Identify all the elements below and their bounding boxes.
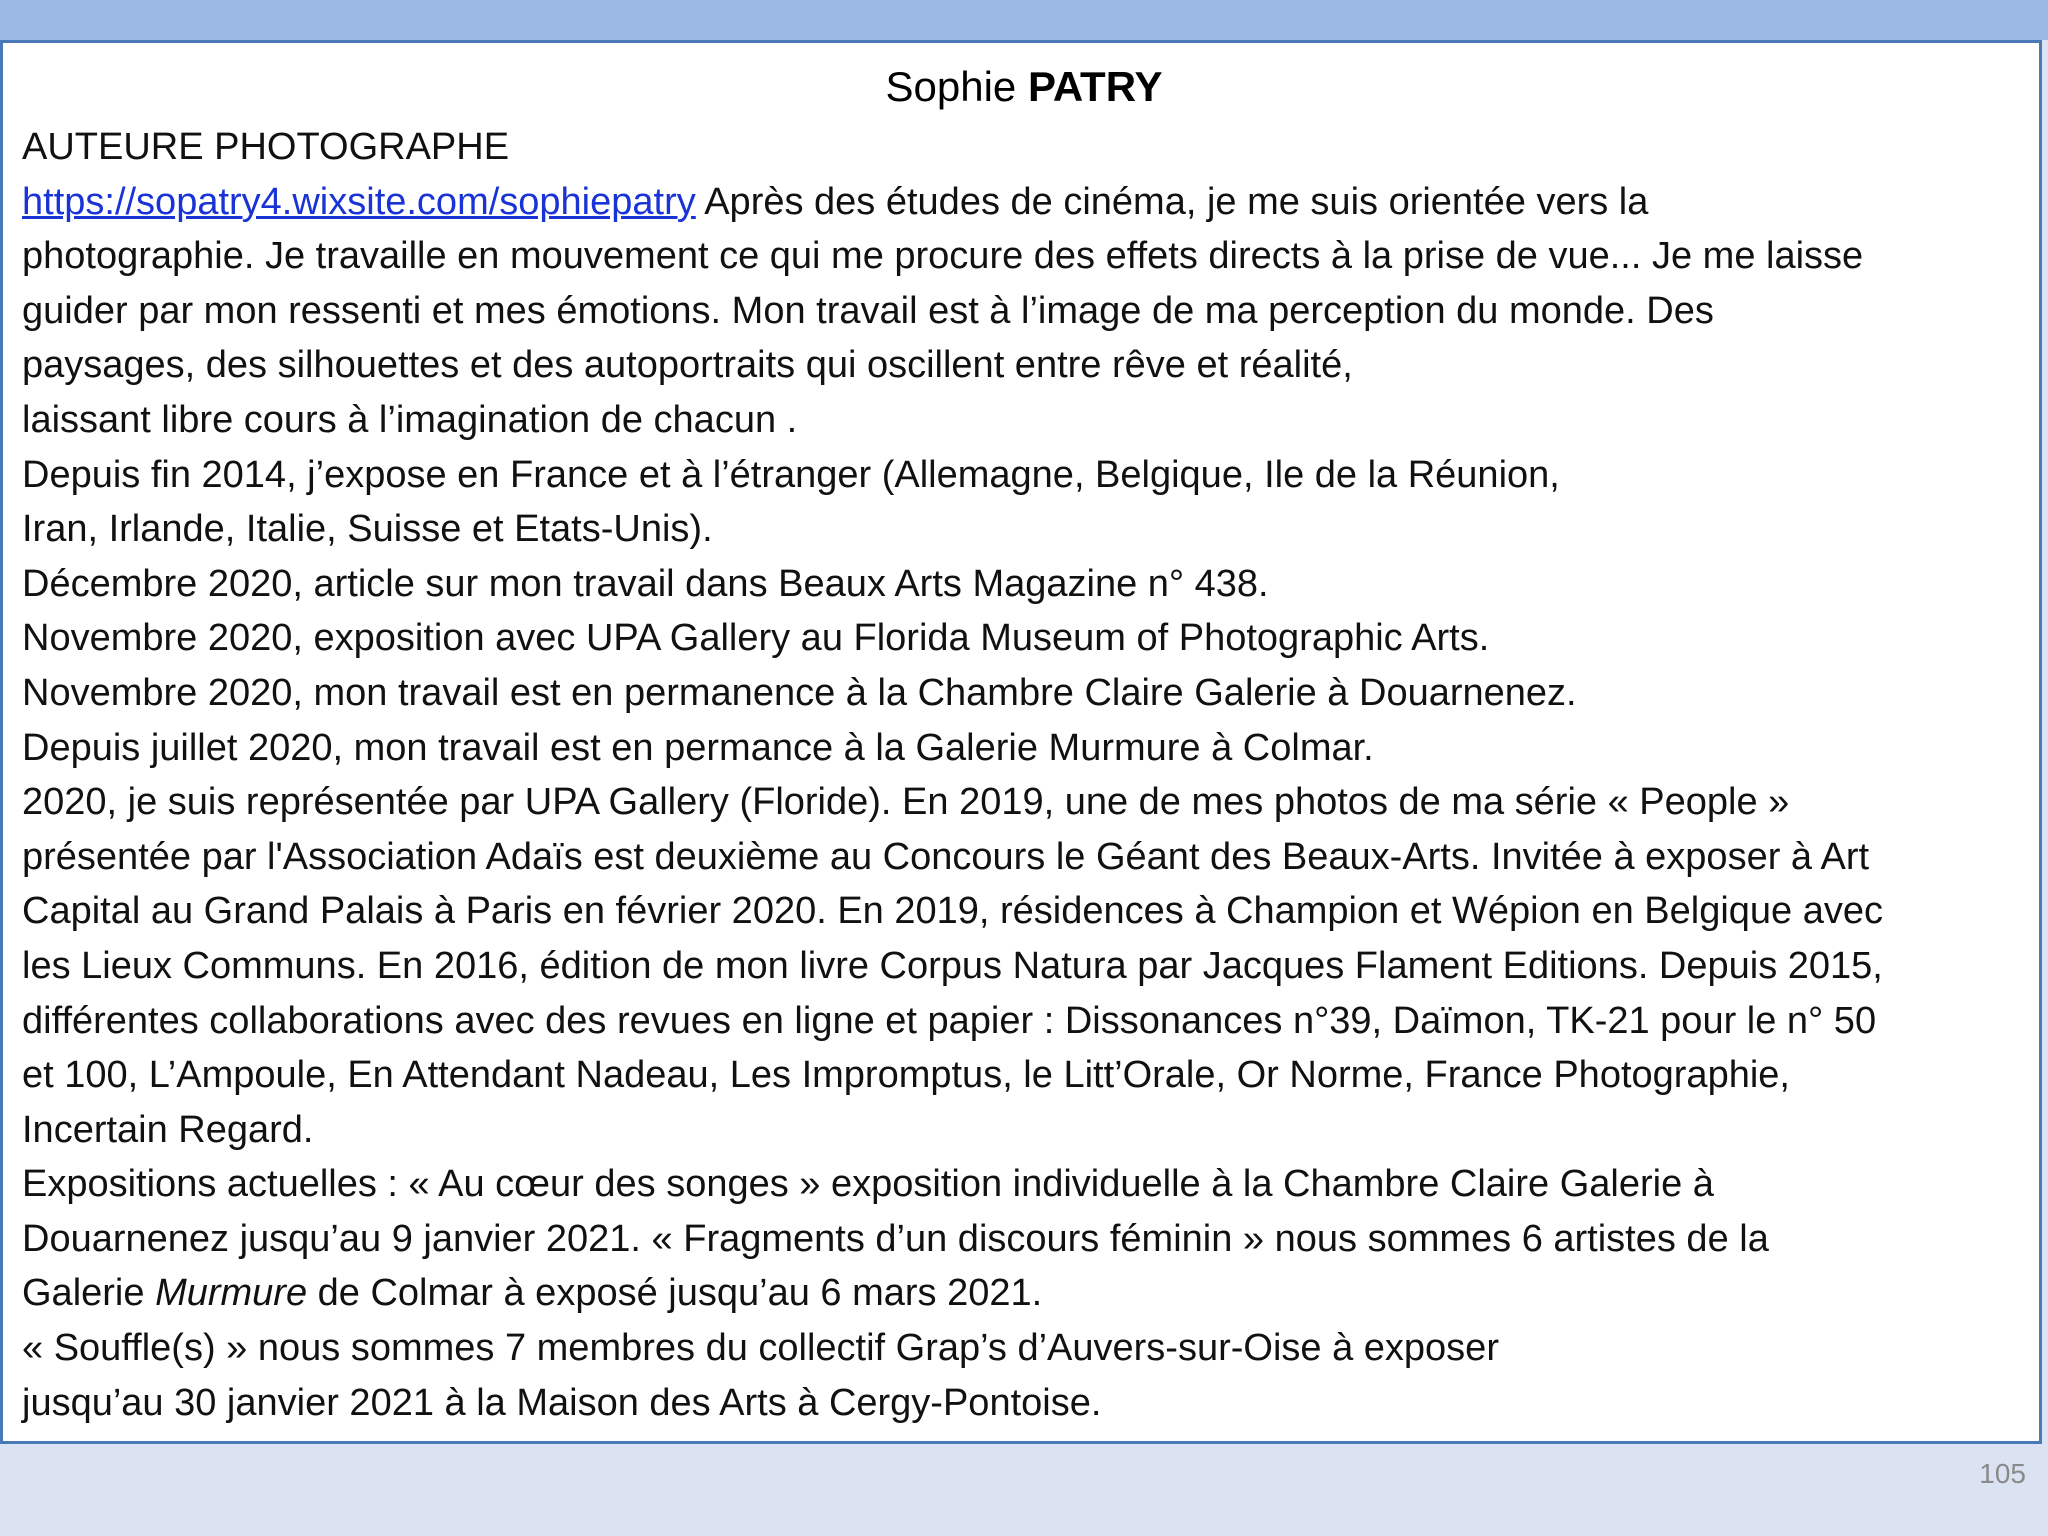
bio-line: Expositions actuelles : « Au cœur des songes » exposition individuelle à la Chambre Claire Galerie à — [22, 1163, 1714, 1206]
bio-line: différentes collaborations avec des revues en ligne et papier : Dissonances n°39, Daïmon, TK-21 pour le n° 50 — [22, 999, 1877, 1042]
bio-line: paysages, des silhouettes et des autoportraits qui oscillent entre rêve et réalité, — [22, 344, 1353, 387]
bio-line-intro: Après des études de cinéma, je me suis orientée vers la — [695, 180, 1649, 223]
bio-line: Décembre 2020, article sur mon travail dans Beaux Arts Magazine n° 438. — [22, 562, 1269, 605]
slide-title — [3, 61, 2045, 113]
galerie-prefix: Galerie — [22, 1272, 156, 1315]
bio-line: Capital au Grand Palais à Paris en février 2020. En 2019, résidences à Champion et Wépion en Belgique avec — [22, 890, 1883, 933]
bio-line: « Souffle(s) » nous sommes 7 membres du collectif Grap’s d’Auvers-sur-Oise à exposer — [22, 1327, 1499, 1370]
subtitle: AUTEURE PHOTOGRAPHE — [22, 126, 510, 168]
galerie-suffix: de Colmar à exposé jusqu’au 6 mars 2021. — [307, 1272, 1043, 1315]
slide-top-band — [0, 0, 2048, 40]
bio-line: Novembre 2020, exposition avec UPA Gallery au Florida Museum of Photographic Arts. — [22, 617, 1490, 660]
bio-line: photographie. Je travaille en mouvement ce qui me procure des effets directs à la prise de vue... Je me laisse — [22, 235, 1864, 278]
bio-line: jusqu’au 30 janvier 2021 à la Maison des Arts à Cergy-Pontoise. — [22, 1381, 1102, 1424]
bio-line: 2020, je suis représentée par UPA Gallery (Floride). En 2019, une de mes photos de ma série « People » — [22, 781, 1790, 824]
biography-text — [22, 120, 2032, 1430]
bio-line: et 100, L’Ampoule, En Attendant Nadeau, Les Impromptus, le Litt’Orale, Or Norme, France Photographie, — [22, 1054, 1790, 1097]
bio-line: Depuis fin 2014, j’expose en France et à l’étranger (Allemagne, Belgique, Ile de la Réunion, — [22, 453, 1560, 496]
bio-line: laissant libre cours à l’imagination de chacun . — [22, 398, 798, 441]
bio-line: les Lieux Communs. En 2016, édition de mon livre Corpus Natura par Jacques Flament Editions. Depuis 2015, — [22, 944, 1883, 987]
bio-line: guider par mon ressenti et mes émotions. Mon travail est à l’image de ma perception du monde. Des — [22, 289, 1714, 332]
bio-line: Novembre 2020, mon travail est en permanence à la Chambre Claire Galerie à Douarnenez. — [22, 671, 1577, 714]
bio-line-galerie — [22, 1266, 2032, 1321]
title-first-name: Sophie — [885, 63, 1017, 110]
website-link[interactable]: https://sopatry4.wixsite.com/sophiepatry — [22, 180, 696, 223]
website-line — [22, 175, 2032, 230]
galerie-name-italic: Murmure — [155, 1272, 308, 1315]
bio-line: présentée par l'Association Adaïs est deuxième au Concours le Géant des Beaux-Arts. Invitée à exposer à Art — [22, 835, 1870, 878]
bio-line: Douarnenez jusqu’au 9 janvier 2021. « Fragments d’un discours féminin » nous sommes 6 artistes de la — [22, 1217, 1769, 1260]
page-number: 105 — [1979, 1458, 2026, 1489]
title-last-name: PATRY — [1027, 63, 1163, 110]
bio-line: Depuis juillet 2020, mon travail est en permance à la Galerie Murmure à Colmar. — [22, 726, 1374, 769]
bio-line: Incertain Regard. — [22, 1108, 314, 1151]
slide-text-box — [0, 40, 2042, 1444]
bio-line: Iran, Irlande, Italie, Suisse et Etats-Unis). — [22, 508, 713, 551]
